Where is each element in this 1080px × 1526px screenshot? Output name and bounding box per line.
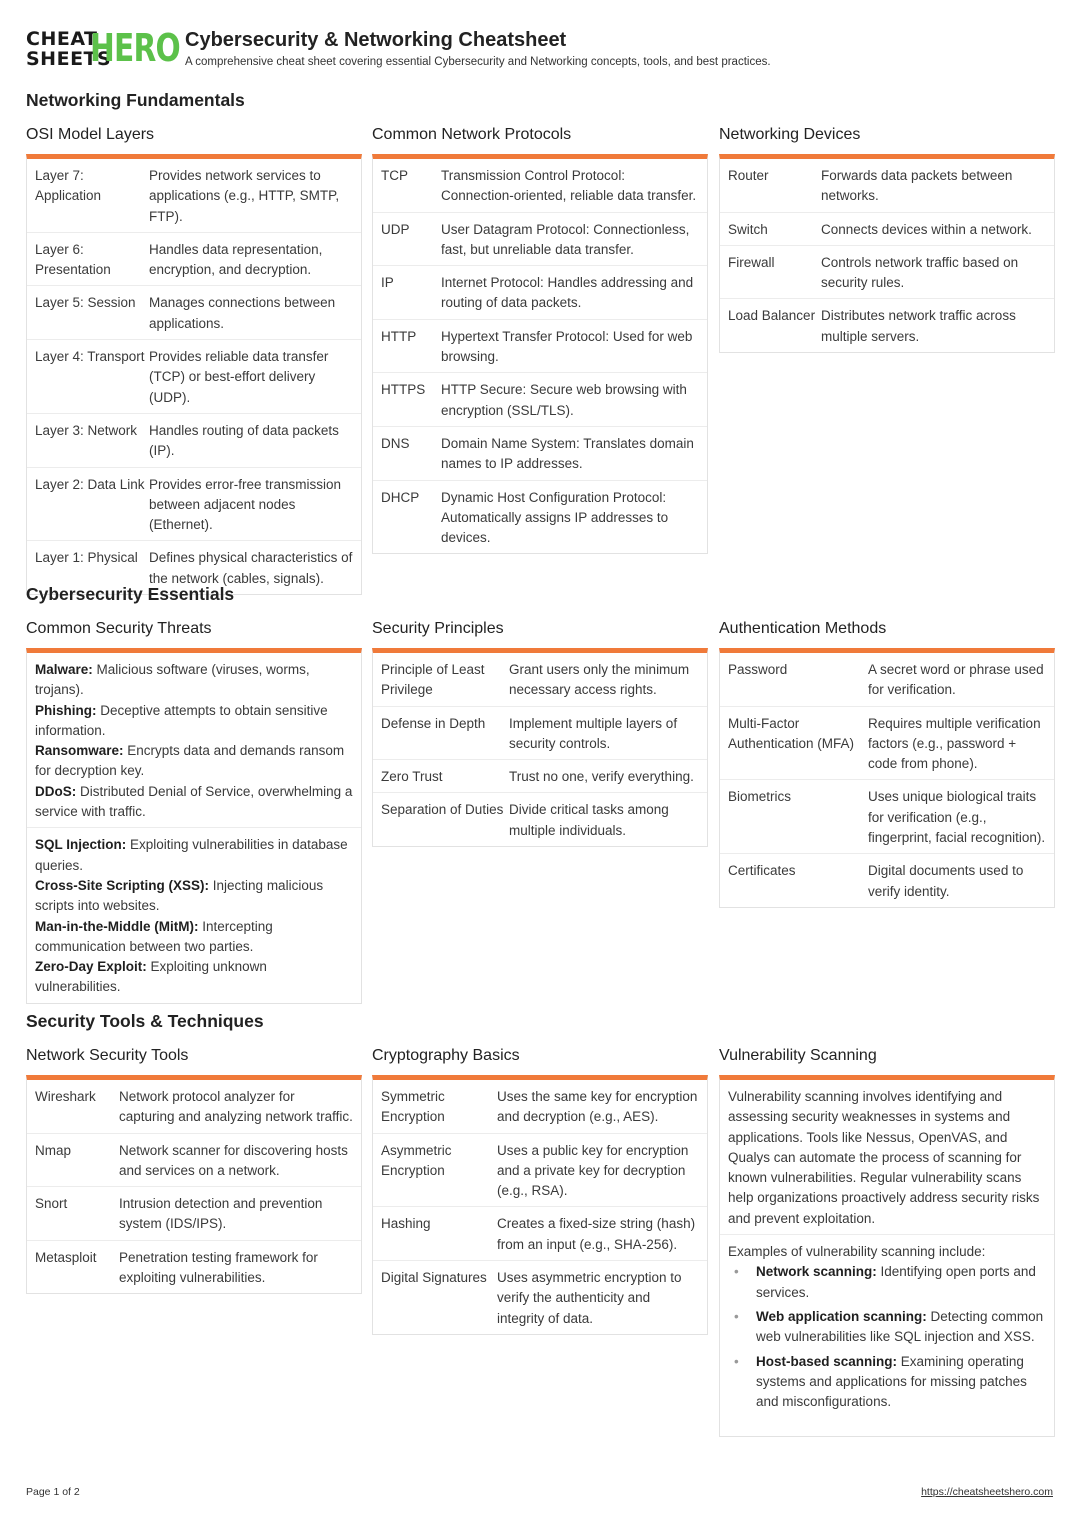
section-title-networking-fundamentals: Networking Fundamentals — [26, 90, 245, 110]
threat-desc: Deceptive attempts to obtain sensitive information. — [35, 702, 328, 738]
row-key: Multi-Factor Authentication (MFA) — [728, 715, 855, 751]
row-key: Password — [728, 662, 788, 677]
card-networking-devices — [719, 124, 1055, 353]
table-row — [373, 1261, 707, 1334]
example-term: Web application scanning: — [756, 1308, 927, 1324]
table-row — [373, 1134, 707, 1208]
card-security-threats — [26, 618, 362, 1004]
row-value: Provides network services to applications (e.g., HTTP, SMTP, FTP). — [149, 168, 340, 224]
row-value: Digital documents used to verify identity. — [868, 863, 1024, 899]
logo-hero-text: HERO — [90, 26, 180, 70]
row-value: Controls network traffic based on security rules. — [821, 254, 1019, 291]
row-value: Network scanner for discovering hosts and services on a network. — [119, 1142, 348, 1178]
card-title: Security Principles — [372, 620, 504, 637]
card-network-security-tools — [26, 1045, 362, 1294]
threat-term: Malware: — [35, 662, 93, 677]
row-value: Uses unique biological traits for verification (e.g., fingerprint, facial recognition). — [868, 789, 1046, 846]
list-item — [748, 1352, 1046, 1413]
threat-desc: Malicious software (viruses, worms, trojans). — [35, 662, 310, 698]
row-key: HTTPS — [381, 382, 426, 398]
row-key: Separation of Duties — [381, 802, 504, 818]
row-value: Connects devices within a network. — [821, 221, 1032, 237]
example-desc: Detecting common web vulnerabilities like SQL injection and XSS. — [756, 1308, 1044, 1345]
row-key: Layer 1: Physical — [35, 550, 138, 566]
table-row — [373, 266, 707, 320]
table-row — [27, 286, 361, 340]
card-body — [719, 154, 1055, 353]
table-row — [373, 793, 707, 846]
table-row — [27, 159, 361, 233]
row-key: Layer 5: Session — [35, 295, 136, 311]
row-value: Network protocol analyzer for capturing and analyzing network traffic. — [119, 1089, 353, 1125]
card-body — [719, 648, 1055, 908]
row-key: Asymmetric Encryption — [381, 1142, 452, 1178]
threat-desc: Injecting malicious scripts into websites. — [35, 877, 324, 914]
row-key: Hashing — [381, 1216, 431, 1232]
row-value: Uses the same key for encryption and decryption (e.g., AES). — [497, 1089, 698, 1125]
threat-group — [27, 828, 361, 1002]
example-desc: Identifying open ports and services. — [756, 1264, 1036, 1300]
threat-desc: Intercepting communication between two parties. — [35, 918, 273, 954]
row-key: Layer 2: Data Link — [35, 476, 145, 492]
row-value: Domain Name System: Translates domain names to IP addresses. — [441, 435, 694, 472]
list-item — [35, 782, 353, 823]
row-key: Digital Signatures — [381, 1270, 487, 1286]
list-item — [35, 876, 353, 917]
table-row — [720, 246, 1054, 300]
row-value: Handles data representation, encryption, and decryption. — [149, 241, 323, 278]
row-value: Trust no one, verify everything. — [509, 769, 694, 785]
row-key: HTTP — [381, 328, 417, 344]
table-row — [720, 159, 1054, 213]
threat-desc: Exploiting unknown vulnerabilities. — [35, 959, 267, 995]
card-title: Common Network Protocols — [372, 126, 572, 143]
card-osi-model — [26, 124, 362, 595]
table-row — [373, 1207, 707, 1261]
table-row — [720, 780, 1054, 854]
threat-group — [27, 653, 361, 828]
row-value: Implement multiple layers of security controls. — [509, 715, 678, 751]
table-row — [373, 760, 707, 793]
table-row — [27, 1187, 361, 1241]
card-body — [26, 648, 362, 1004]
list-item — [35, 660, 353, 701]
card-title: Cryptography Basics — [372, 1047, 520, 1064]
card-body — [719, 1075, 1055, 1437]
row-key: Layer 7: Application — [35, 168, 102, 204]
list-item — [35, 917, 353, 958]
row-key: Nmap — [35, 1142, 72, 1158]
row-key: IP — [381, 275, 394, 291]
threat-term: SQL Injection: — [35, 837, 127, 853]
row-value: Uses a public key for encryption and a private key for decryption (e.g., RSA). — [497, 1142, 689, 1199]
table-row — [27, 1134, 361, 1188]
vuln-examples — [720, 1235, 1054, 1436]
threat-desc: Encrypts data and demands ransom for decryption key. — [35, 743, 345, 779]
row-value: Defines physical characteristics of the network (cables, signals). — [149, 550, 353, 586]
row-key: Symmetric Encryption — [381, 1089, 445, 1125]
row-key: Router — [728, 168, 769, 183]
page-title: Cybersecurity & Networking Cheatsheet — [185, 29, 567, 51]
cheatsheetshero-logo[interactable] — [26, 26, 180, 70]
table-row — [27, 340, 361, 414]
table-row — [27, 468, 361, 542]
row-value: User Datagram Protocol: Connectionless, fast, but unreliable data transfer. — [441, 221, 690, 257]
table-row — [720, 213, 1054, 246]
row-value: Divide critical tasks among multiple individuals. — [509, 802, 669, 838]
row-key: Zero Trust — [381, 769, 443, 785]
list-item — [35, 957, 353, 998]
page-subtitle: A comprehensive cheat sheet covering essential Cybersecurity and Networking concepts, tools, and best practices. — [185, 56, 771, 68]
row-value: Provides reliable data transfer (TCP) or best-effort delivery (UDP). — [149, 349, 329, 405]
row-key: Biometrics — [728, 789, 792, 805]
row-key: Wireshark — [35, 1089, 96, 1104]
card-body — [26, 1075, 362, 1294]
threat-term: Phishing: — [35, 702, 97, 718]
card-security-principles — [372, 618, 708, 847]
table-row — [373, 320, 707, 374]
row-key: DHCP — [381, 489, 420, 505]
section-title-security-tools: Security Tools & Techniques — [26, 1011, 264, 1031]
section-title-cybersecurity-essentials: Cybersecurity Essentials — [26, 584, 235, 604]
table-row — [373, 373, 707, 427]
table-row — [373, 213, 707, 267]
logo-sheets-text: SHEETS — [26, 48, 112, 70]
row-value: Requires multiple verification factors (e.g., password + code from phone). — [868, 715, 1041, 772]
table-row — [373, 653, 707, 707]
row-value: Manages connections between applications. — [149, 295, 336, 331]
row-value: Handles routing of data packets (IP). — [149, 422, 339, 459]
card-network-protocols — [372, 124, 708, 554]
row-value: Transmission Control Protocol: Connection-oriented, reliable data transfer. — [441, 168, 697, 204]
table-row — [720, 653, 1054, 707]
page-header — [26, 28, 1056, 72]
logo-cheat-text: CHEAT — [26, 28, 98, 50]
card-title: OSI Model Layers — [26, 126, 155, 143]
example-desc: Examining operating systems and applications for missing patches and misconfigurations. — [756, 1353, 1027, 1410]
row-key: Firewall — [728, 254, 775, 270]
row-value: Uses asymmetric encryption to verify the authenticity and integrity of data. — [497, 1270, 682, 1326]
threat-term: Ransomware: — [35, 743, 124, 759]
table-row — [373, 707, 707, 761]
row-key: Switch — [728, 221, 768, 237]
vuln-intro: Vulnerability scanning involves identifying and assessing security weaknesses in systems and applications. Tools like Nessus, OpenVAS, and Qualys can automate the process of scanning for known vulnerabilities. Regular vulnerability scans help organizations proactively address security risks and prevent exploitation. — [720, 1080, 1054, 1235]
row-key: TCP — [381, 168, 408, 183]
row-value: Creates a fixed-size string (hash) from an input (e.g., SHA-256). — [497, 1216, 696, 1252]
table-row — [720, 854, 1054, 907]
card-vulnerability-scanning — [719, 1045, 1055, 1437]
card-title: Authentication Methods — [719, 620, 887, 637]
row-key: Layer 3: Network — [35, 422, 138, 438]
row-key: Metasploit — [35, 1249, 97, 1265]
card-title: Common Security Threats — [26, 620, 212, 637]
row-value: Provides error-free transmission between adjacent nodes (Ethernet). — [149, 476, 342, 533]
list-item — [35, 701, 353, 742]
table-row — [720, 707, 1054, 781]
card-body — [372, 1075, 708, 1335]
row-key: UDP — [381, 221, 410, 237]
threat-term: Zero-Day Exploit: — [35, 959, 147, 975]
table-row — [373, 159, 707, 213]
row-key: Defense in Depth — [381, 715, 486, 731]
row-value: Distributes network traffic across multiple servers. — [821, 308, 1016, 344]
row-key: DNS — [381, 435, 410, 451]
list-item — [35, 835, 353, 876]
row-value: Intrusion detection and prevention system (IDS/IPS). — [119, 1196, 323, 1232]
page-number: Page 1 of 2 — [26, 1486, 80, 1498]
vuln-examples-label: Examples of vulnerability scanning include: — [728, 1244, 986, 1260]
list-item — [748, 1262, 1046, 1303]
table-row — [373, 1080, 707, 1134]
table-row — [27, 1080, 361, 1134]
row-value: Dynamic Host Configuration Protocol: Automatically assigns IP addresses to devices. — [441, 489, 669, 546]
row-value: Penetration testing framework for exploiting vulnerabilities. — [119, 1249, 318, 1286]
table-row — [27, 1241, 361, 1294]
row-key: Certificates — [728, 863, 796, 879]
row-key: Snort — [35, 1196, 68, 1212]
card-body — [372, 648, 708, 847]
card-title: Networking Devices — [719, 126, 861, 143]
row-key: Load Balancer — [728, 308, 816, 324]
table-row — [27, 414, 361, 468]
threat-term: Man-in-the-Middle (MitM): — [35, 918, 199, 934]
list-item — [35, 741, 353, 782]
card-title: Network Security Tools — [26, 1047, 189, 1064]
row-key: Layer 6: Presentation — [35, 241, 111, 278]
row-value: A secret word or phrase used for verification. — [868, 662, 1044, 698]
table-row — [373, 481, 707, 554]
card-authentication-methods — [719, 618, 1055, 908]
example-term: Network scanning: — [756, 1264, 877, 1280]
card-body — [26, 154, 362, 595]
table-row — [27, 233, 361, 287]
row-key: Layer 4: Transport — [35, 349, 145, 365]
row-value: Internet Protocol: Handles addressing and routing of data packets. — [441, 275, 694, 311]
row-value: HTTP Secure: Secure web browsing with encryption (SSL/TLS). — [441, 382, 687, 418]
card-title: Vulnerability Scanning — [719, 1047, 877, 1064]
list-item — [748, 1307, 1046, 1348]
table-row — [373, 427, 707, 481]
vuln-examples-list — [728, 1262, 1046, 1412]
row-value: Forwards data packets between networks. — [821, 168, 1013, 204]
row-value: Hypertext Transfer Protocol: Used for web browsing. — [441, 328, 693, 365]
table-row — [720, 299, 1054, 352]
row-value: Grant users only the minimum necessary access rights. — [509, 662, 690, 698]
row-key: Principle of Least Privilege — [381, 662, 485, 698]
threat-desc: Exploiting vulnerabilities in database queries. — [35, 837, 348, 873]
threat-term: Cross-Site Scripting (XSS): — [35, 877, 210, 893]
threat-term: DDoS: — [35, 783, 77, 799]
site-link[interactable]: https://cheatsheetshero.com — [921, 1486, 1053, 1498]
threat-desc: Distributed Denial of Service, overwhelming a service with traffic. — [35, 783, 353, 820]
card-body — [372, 154, 708, 554]
card-cryptography-basics — [372, 1045, 708, 1335]
example-term: Host-based scanning: — [756, 1353, 898, 1369]
